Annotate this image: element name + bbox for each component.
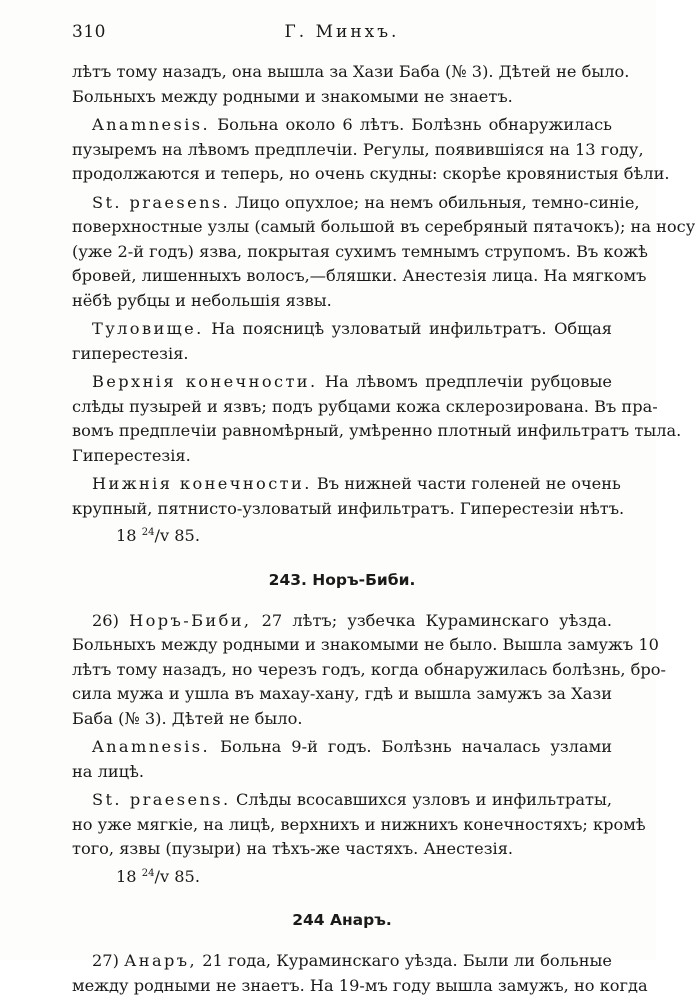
text-line: лѣтъ тому назадъ, но черезъ годъ, когда обнаружилась болѣзнь, бро-	[72, 658, 612, 683]
text-run: Лицо опухлое; на немъ обильныя, темно-синіе,	[230, 193, 639, 212]
text-line: но уже мягкіе, на лицѣ, верхнихъ и нижнихъ конечностяхъ; кромѣ	[72, 813, 612, 838]
paragraph-upper-limbs	[72, 370, 612, 395]
text-line: вомъ предплечіи равномѣрный, умѣренно плотный инфильтратъ тыла.	[72, 419, 612, 444]
text-line: лѣтъ тому назадъ, она вышла за Хази Баба (№ 3). Дѣтей не было.	[72, 60, 612, 85]
section-heading-244: 244 Анаръ.	[72, 908, 612, 932]
term-lower-limbs: Нижнія конечности.	[92, 474, 312, 493]
text-line: (уже 2-й годъ) язва, покрытая сухимъ темнымъ струпомъ. Въ кожѣ	[72, 240, 612, 265]
text-line: пузыремъ на лѣвомъ предплечіи. Регулы, появившіяся на 13 году,	[72, 138, 612, 163]
text-line: крупный, пятнисто-узловатый инфильтратъ. Гиперестезіи нѣтъ.	[72, 497, 612, 522]
text-line: слѣды пузырей и язвъ; подъ рубцами кожа склерозирована. Въ пра-	[72, 395, 612, 420]
text-run: На лѣвомъ предплечіи рубцовые	[318, 372, 612, 391]
paragraph-anamnesis: Anamnesis. Больна 9-й годъ. Болѣзнь началась узлами	[72, 735, 612, 760]
term-status-praesens: St. praesens.	[92, 193, 230, 212]
text-line: нёбѣ рубцы и небольшія язвы.	[72, 289, 612, 314]
case-intro-line: 26) Норъ-Биби, 27 лѣтъ; узбечка Кураминскаго уѣзда.	[72, 609, 612, 634]
page-body	[72, 60, 612, 998]
paragraph-status-praesens: St. praesens. Слѣды всосавшихся узловъ и инфильтраты,	[72, 788, 612, 813]
term-anamnesis: Anamnesis.	[92, 115, 210, 134]
record-date: 18 $^{24}$/v 85.	[72, 862, 612, 887]
text-run: Въ нижней части голеней не очень	[312, 474, 621, 493]
page-number: 310	[72, 22, 106, 42]
text-line: Баба (№ 3). Дѣтей не было.	[72, 707, 612, 732]
text-line: бровей, лишенныхъ волосъ,—бляшки. Анестезія лица. На мягкомъ	[72, 264, 612, 289]
text-line: Больныхъ между родными и знакомыми не знаетъ.	[72, 85, 612, 110]
patient-name: Анаръ,	[124, 951, 197, 970]
text-line: поверхностные узлы (самый большой въ серебряный пятачокъ); на носу	[72, 215, 612, 240]
text-run: Больна около 6 лѣтъ. Болѣзнь обнаружилась	[210, 115, 612, 134]
text-line: Больныхъ между родными и знакомыми не было. Вышла замужъ 10	[72, 633, 612, 658]
date-superscript: 24	[142, 868, 155, 879]
case-intro-line: 27) Анаръ, 21 года, Кураминскаго уѣзда. Были ли больные	[72, 949, 612, 974]
date-superscript: 24	[142, 527, 155, 538]
page-header	[72, 22, 612, 46]
paragraph-anamnesis	[72, 113, 612, 138]
text-line: продолжаются и теперь, но очень скудны: скорѣе кровянистыя бѣли.	[72, 162, 612, 187]
text-line: гиперестезія.	[72, 342, 612, 367]
record-date: 18 $^{24}$/v 85.	[72, 521, 612, 546]
text-line: на лицѣ.	[72, 760, 612, 785]
paragraph-torso	[72, 317, 612, 342]
paragraph-status-praesens	[72, 191, 612, 216]
term-anamnesis: Anamnesis.	[92, 737, 210, 756]
text-line: между родными не знаетъ. На 19-мъ году вышла замужъ, но когда	[72, 974, 612, 998]
text-line: сила мужа и ушла въ махау-хану, гдѣ и вышла замужъ за Хази	[72, 682, 612, 707]
text-line: того, язвы (пузыри) на тѣхъ-же частяхъ. Анестезія.	[72, 837, 612, 862]
term-torso: Туловище.	[92, 319, 204, 338]
patient-name: Норъ-Биби,	[129, 611, 251, 630]
text-run: На поясницѣ узловатый инфильтратъ. Общая	[204, 319, 612, 338]
text-line: Гиперестезія.	[72, 444, 612, 469]
term-upper-limbs: Верхнія конечности.	[92, 372, 318, 391]
term-status-praesens: St. praesens.	[92, 790, 231, 809]
paragraph-lower-limbs	[72, 472, 612, 497]
running-title: Г. Минхъ.	[72, 22, 612, 42]
section-heading-243: 243. Норъ-Биби.	[72, 568, 612, 592]
